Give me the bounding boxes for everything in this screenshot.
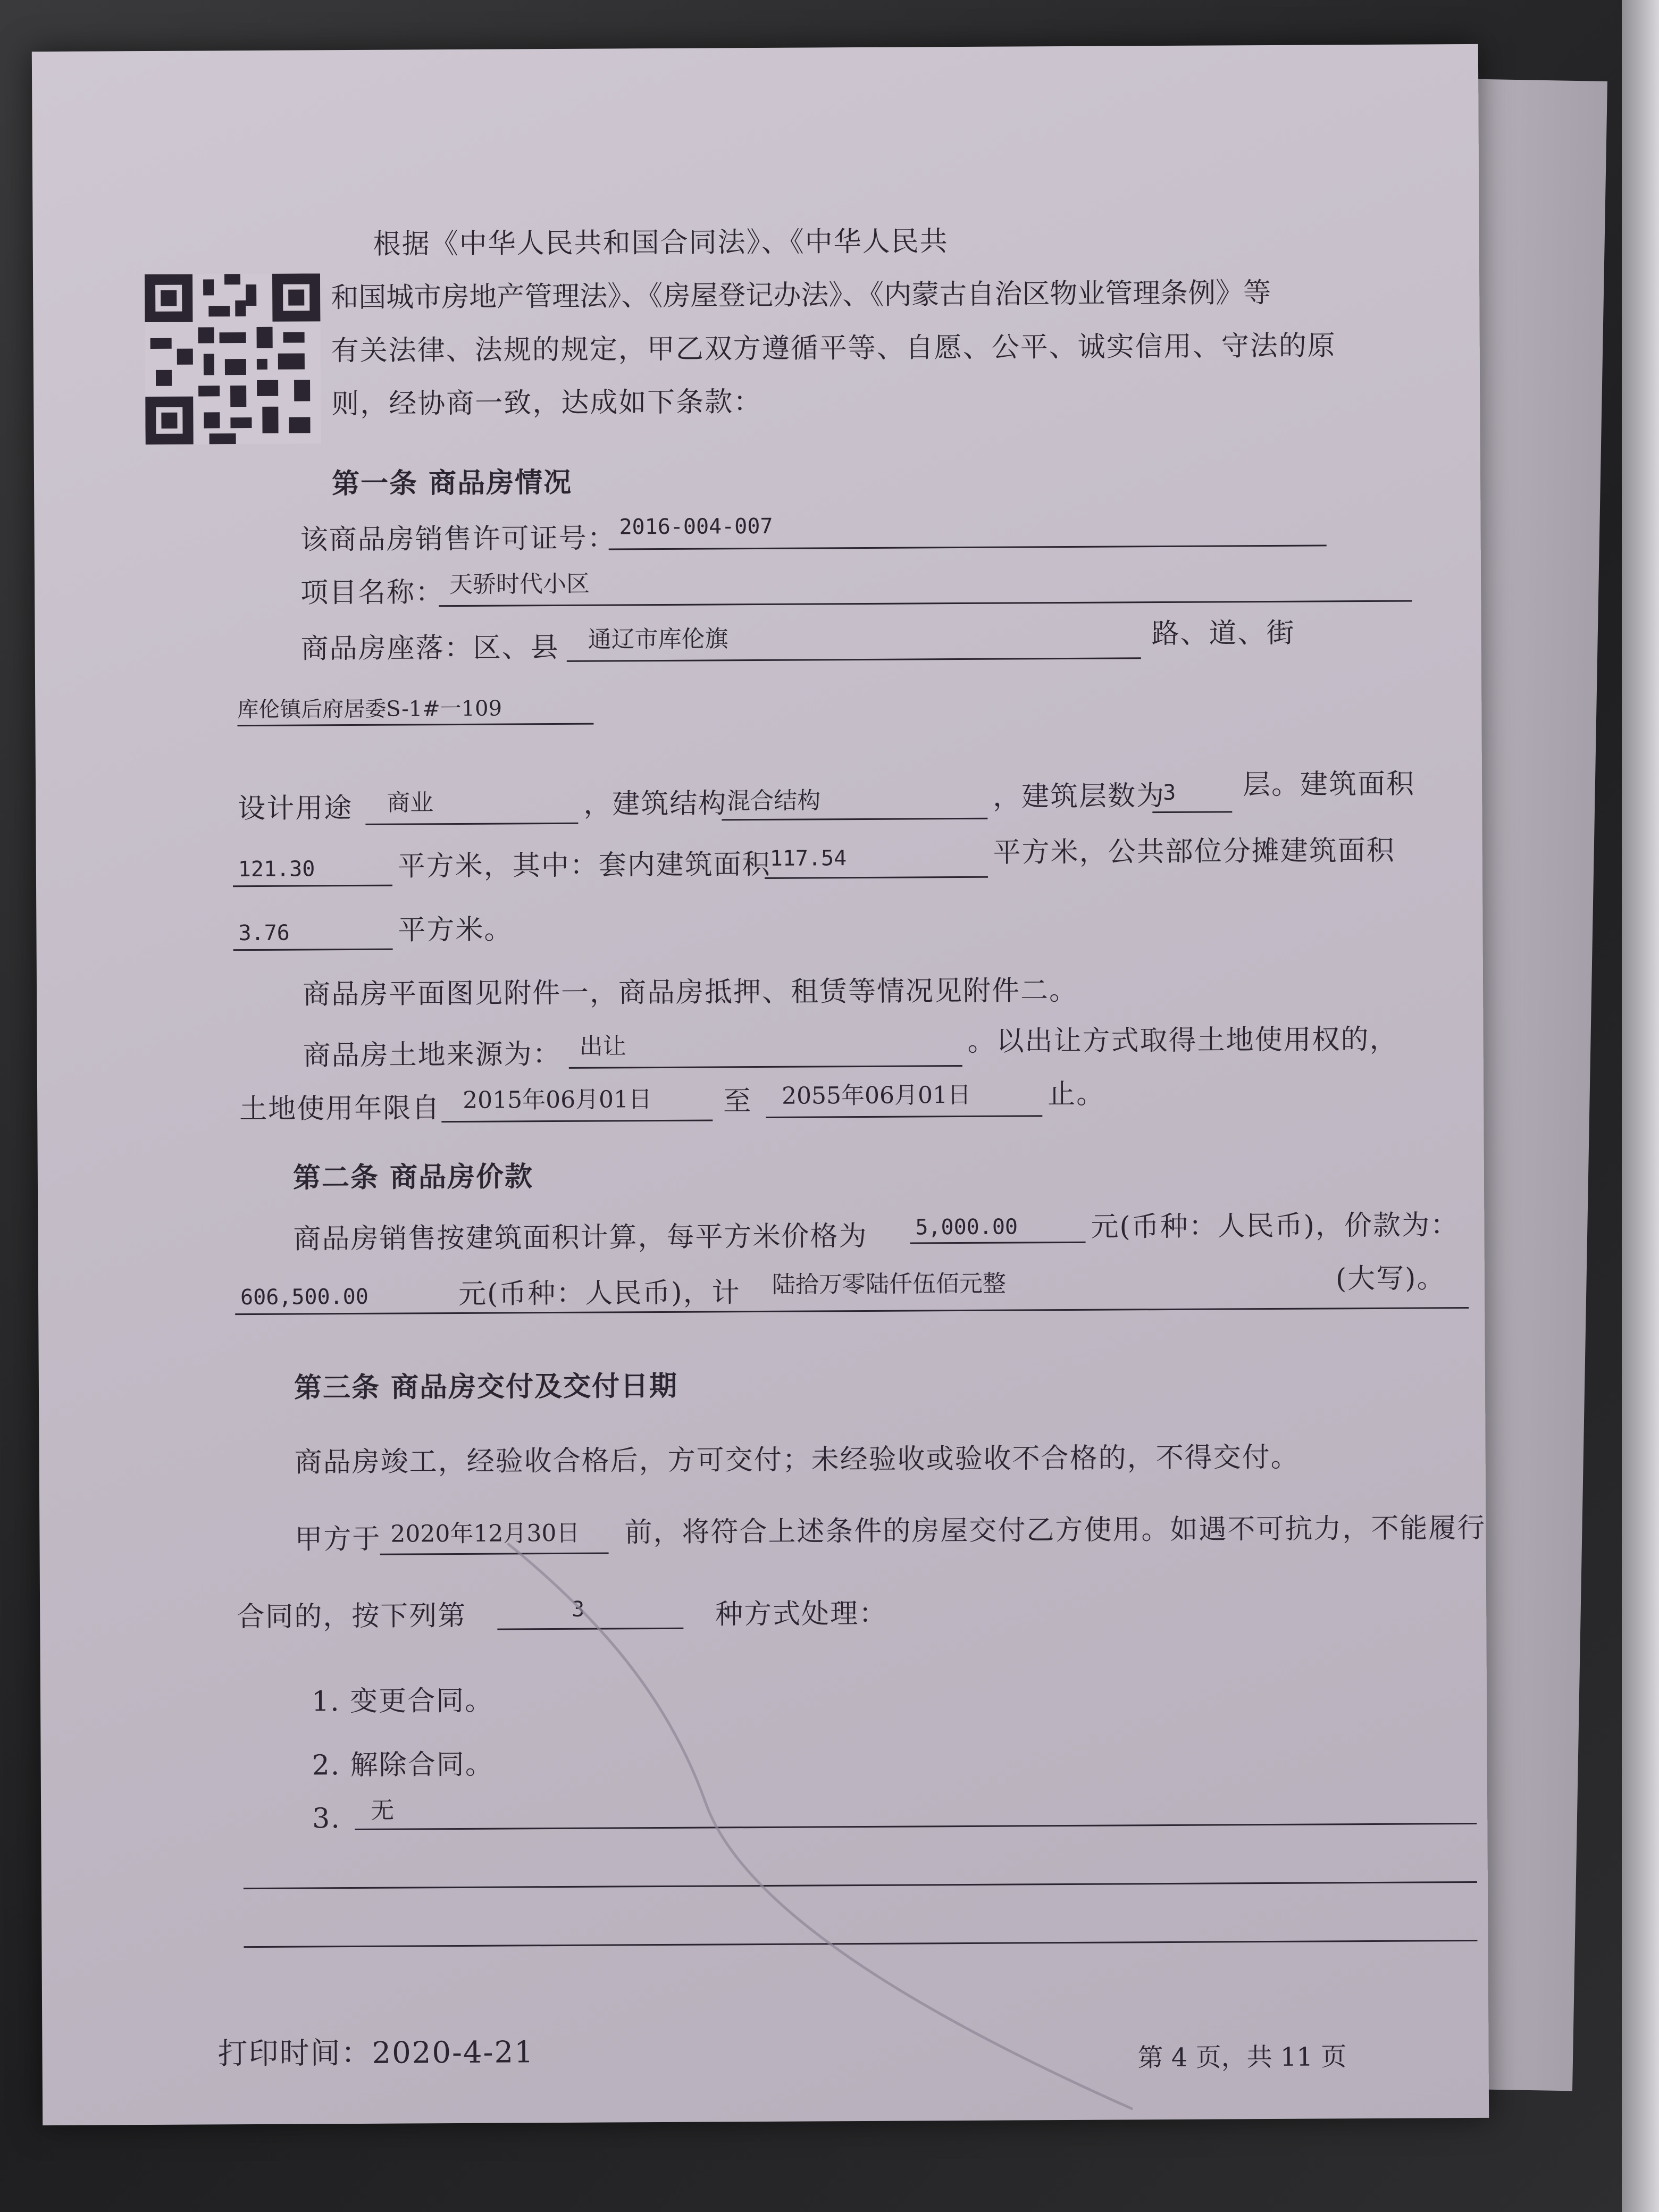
total-suffix: (大写)。 (1335, 1262, 1446, 1295)
contract-page (32, 44, 1489, 2125)
price-suffix: 元(币种：人民币)，价款为： (1091, 1209, 1460, 1243)
preamble-line-1: 根据《中华人民共和国合同法》、《中华人民共 (373, 225, 949, 261)
price-value: 5,000.00 (915, 1214, 1018, 1240)
land-to-label: 至 (723, 1085, 752, 1118)
land-end-date: 2055年06月01日 (781, 1081, 971, 1110)
area-mid: 平方米，其中：套内建筑面积 (397, 848, 772, 883)
project-label: 项目名称： (300, 576, 445, 609)
land-start-date: 2015年06月01日 (463, 1086, 652, 1114)
floors-suffix: 层。建筑面积 (1242, 768, 1415, 801)
photo-background-right-edge (1622, 0, 1659, 2212)
area-value: 121.30 (238, 857, 315, 882)
permit-value: 2016-004-007 (619, 514, 773, 540)
delivery-date: 2020年12月30日 (390, 1519, 580, 1548)
option-1: 1. 变更合同。 (311, 1685, 494, 1718)
delivery-suffix: 前，将符合上述条件的房屋交付乙方使用。如遇不可抗力，不能履行 (624, 1512, 1486, 1549)
shared-area-value: 3.76 (238, 920, 290, 946)
method-value: 3 (572, 1597, 585, 1622)
option-3-label: 3. (312, 1803, 341, 1835)
use-label: 设计用途 (238, 792, 353, 825)
land-source-value: 出让 (579, 1033, 626, 1060)
location-label: 商品房座落：区、县 (300, 631, 559, 665)
print-time: 打印时间：2020-4-21 (217, 2035, 534, 2072)
article-3-heading: 第三条 商品房交付及交付日期 (294, 1369, 678, 1404)
land-term-label: 土地使用年限自 (239, 1092, 441, 1126)
use-value: 商业 (387, 789, 434, 817)
shared-area-suffix: 平方米。 (398, 914, 513, 946)
address-value: 库伦镇后府居委S-1#一109 (237, 696, 502, 723)
method-label: 合同的，按下列第 (237, 1599, 467, 1633)
inner-area-value: 117.54 (769, 846, 847, 871)
method-suffix: 种方式处理： (715, 1597, 888, 1631)
location-suffix: 路、道、街 (1151, 617, 1295, 650)
delivery-label: 甲方于 (295, 1523, 381, 1556)
completion-text: 商品房竣工，经验收合格后，方可交付；未经验收或验收不合格的，不得交付。 (294, 1441, 1300, 1479)
land-source-suffix: 。以出让方式取得土地使用权的， (967, 1023, 1398, 1058)
price-label: 商品房销售按建筑面积计算，每平方米价格为 (293, 1220, 868, 1255)
article-1-heading: 第一条 商品房情况 (331, 466, 573, 500)
paper-crease (32, 44, 1489, 2125)
page-info: 第 4 页，共 11 页 (1137, 2042, 1347, 2073)
total-words: 陆拾万零陆仟伍佰元整 (772, 1270, 1007, 1298)
total-mid: 元(币种：人民币)，计 (458, 1277, 741, 1310)
project-value: 天骄时代小区 (449, 570, 590, 599)
option-3-value: 无 (371, 1797, 395, 1824)
preamble-line-2: 和国城市房地产管理法》、《房屋登记办法》、《内蒙古自治区物业管理条例》等 (331, 276, 1271, 314)
land-source-label: 商品房土地来源为： (303, 1038, 562, 1072)
floors-value: 3 (1163, 780, 1176, 806)
total-value: 606,500.00 (240, 1284, 369, 1310)
option-2: 2. 解除合同。 (312, 1748, 495, 1782)
preamble-line-4: 则，经协商一致，达成如下条款： (331, 386, 763, 421)
floors-label: ，建筑层数为 (993, 780, 1166, 813)
structure-label: ，建筑结构 (583, 787, 727, 820)
article-2-heading: 第二条 商品房价款 (292, 1160, 534, 1194)
location-value: 通辽市库伦旗 (588, 625, 728, 653)
inner-area-suffix: 平方米，公共部位分摊建筑面积 (993, 834, 1395, 869)
permit-label: 该商品房销售许可证号： (300, 522, 616, 556)
structure-value: 混合结构 (727, 787, 821, 815)
annex-text: 商品房平面图见附件一，商品房抵押、租赁等情况见附件二。 (302, 974, 1078, 1011)
land-term-suffix: 止。 (1047, 1078, 1105, 1111)
preamble-line-3: 有关法律、法规的规定，甲乙双方遵循平等、自愿、公平、诚实信用、守法的原 (331, 330, 1336, 367)
